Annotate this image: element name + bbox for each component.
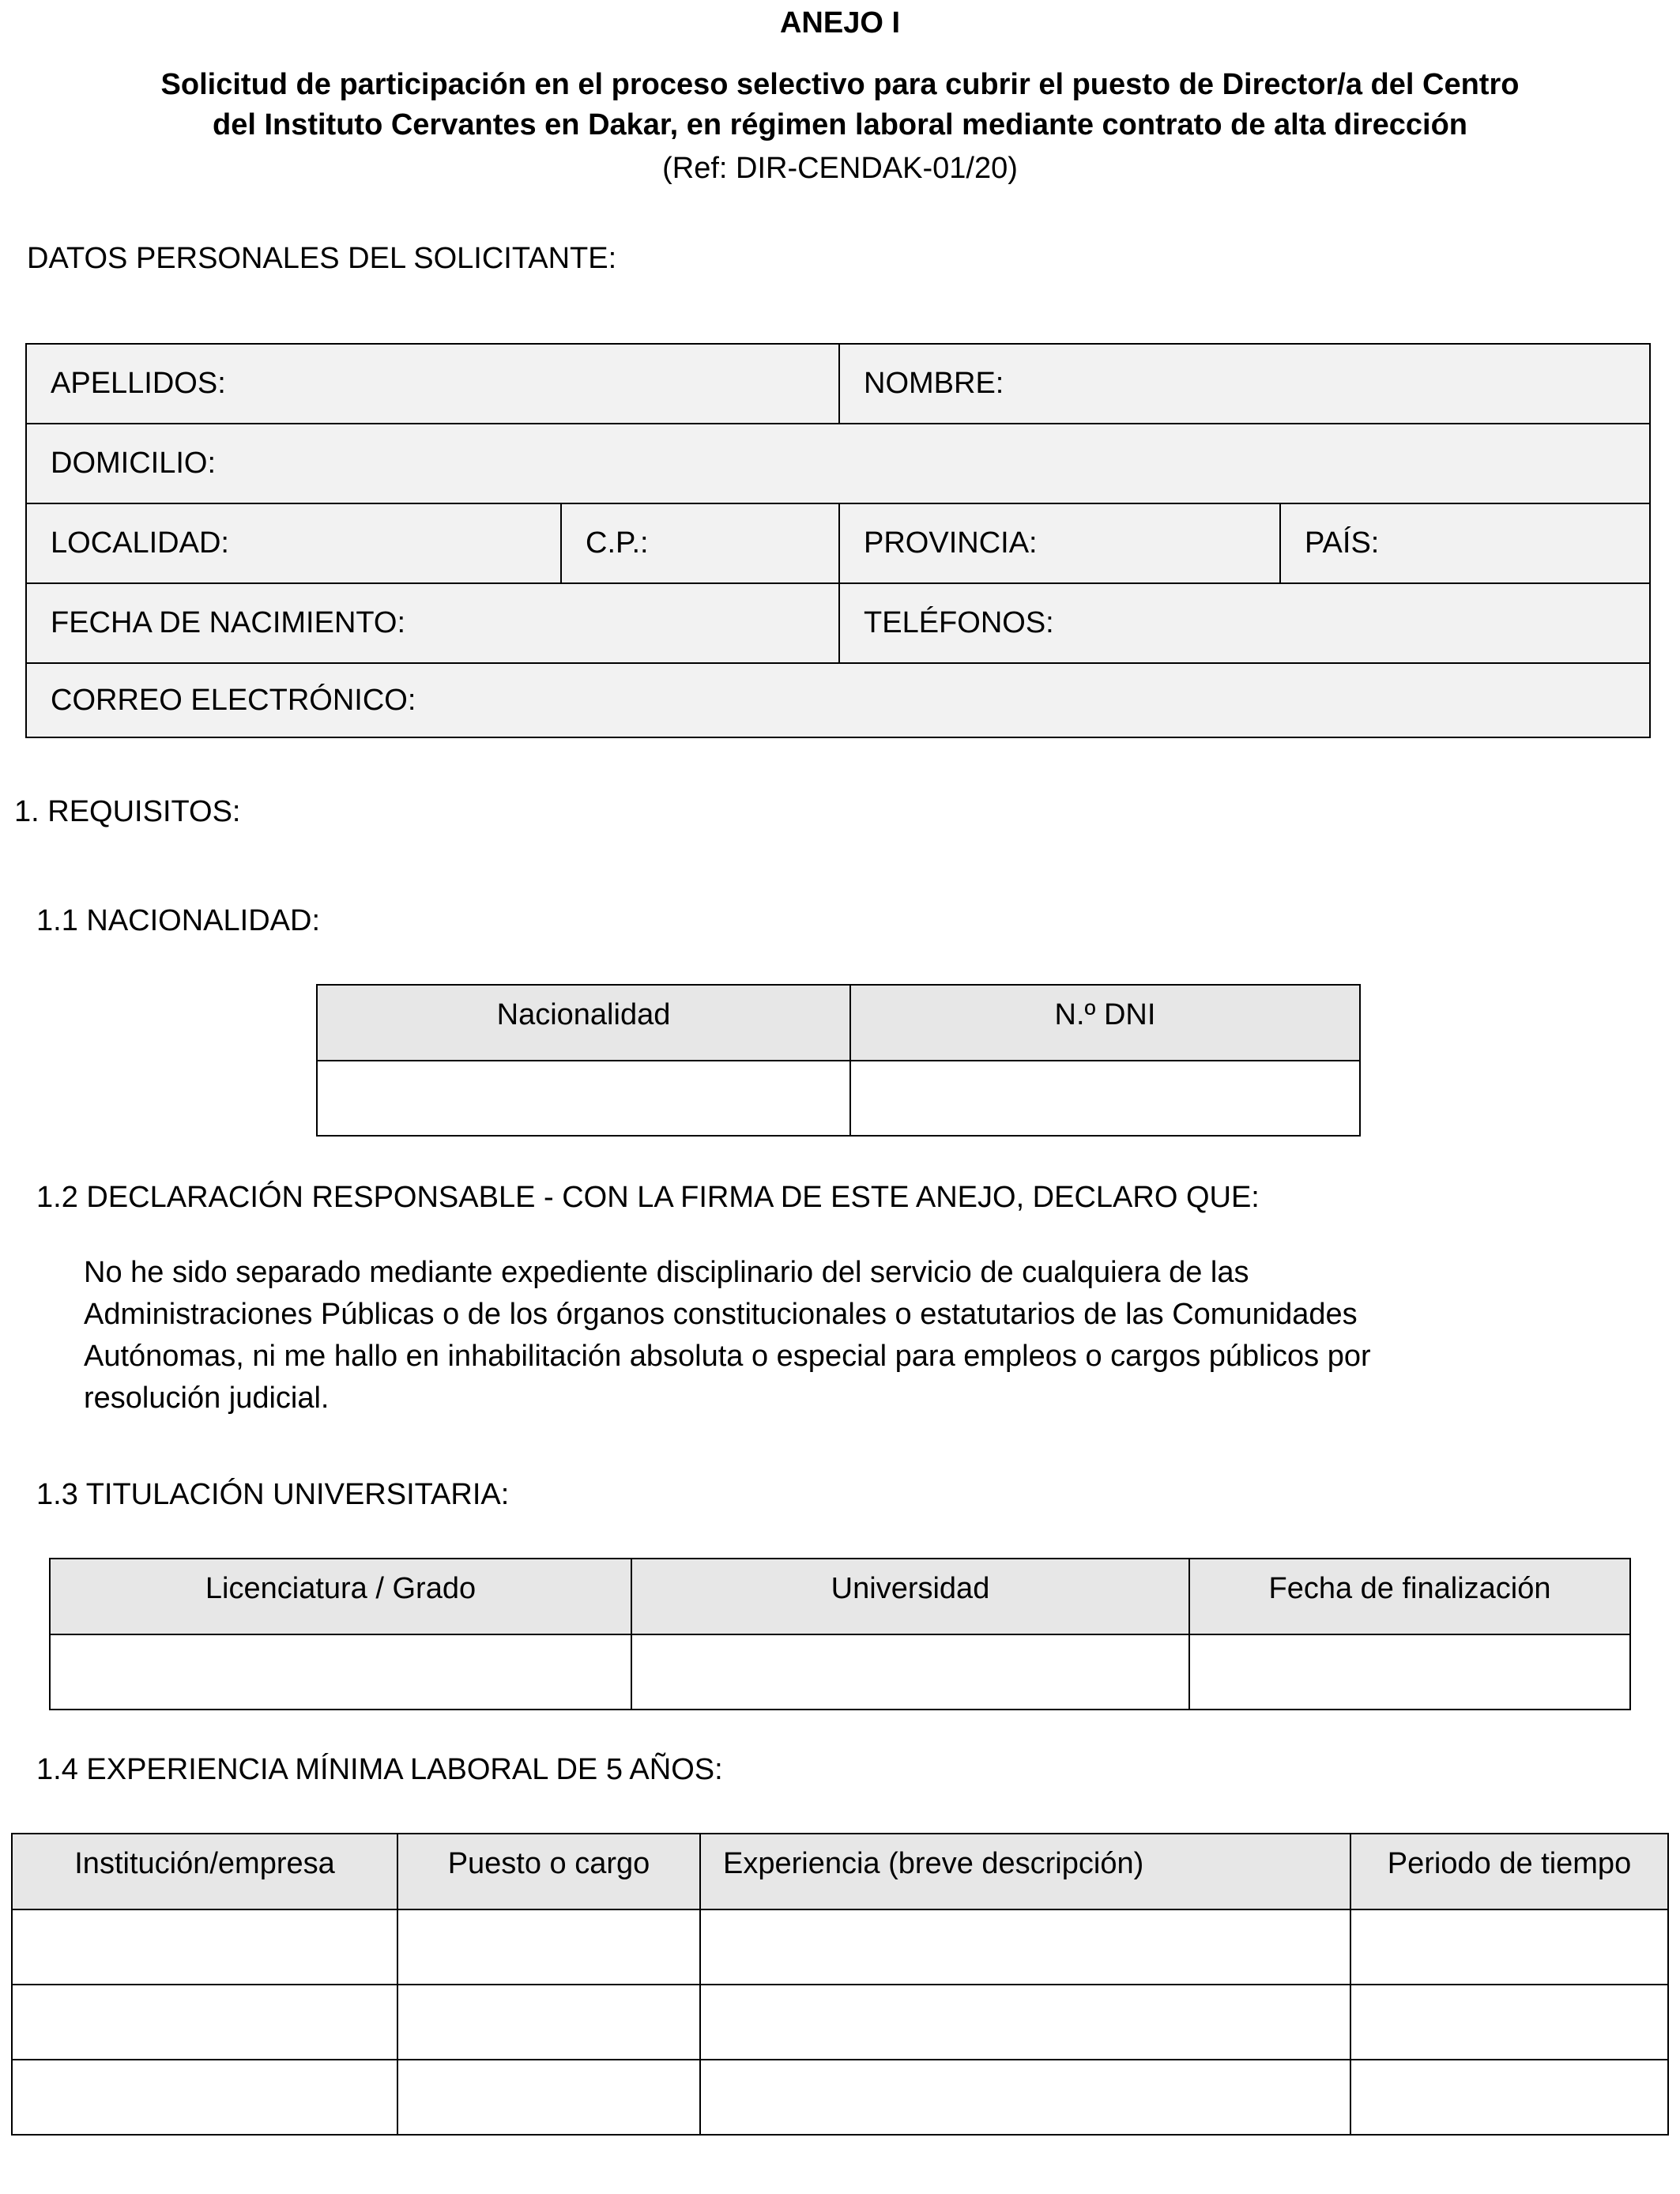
- personal-data-table: [25, 343, 1651, 738]
- institucion-input-cell[interactable]: [12, 1985, 397, 2060]
- requisitos-heading: 1. REQUISITOS:: [14, 795, 241, 828]
- titulacion-heading: 1.3 TITULACIÓN UNIVERSITARIA:: [36, 1478, 510, 1511]
- experiencia-heading: 1.4 EXPERIENCIA MÍNIMA LABORAL DE 5 AÑOS:: [36, 1753, 723, 1786]
- telefonos-field[interactable]: TELÉFONOS:: [839, 583, 1650, 663]
- experiencia-column-header: Experiencia (breve descripción): [700, 1834, 1350, 1909]
- pais-field[interactable]: PAÍS:: [1280, 503, 1650, 583]
- declaracion-heading: 1.2 DECLARACIÓN RESPONSABLE - CON LA FIRMA DE ESTE ANEJO, DECLARO QUE:: [36, 1181, 1260, 1214]
- personal-data-heading: DATOS PERSONALES DEL SOLICITANTE:: [27, 242, 617, 275]
- periodo-column-header: Periodo de tiempo: [1350, 1834, 1668, 1909]
- puesto-input-cell[interactable]: [397, 1909, 700, 1985]
- nacionalidad-table: [316, 984, 1361, 1137]
- fecha-finalizacion-column-header: Fecha de finalización: [1189, 1559, 1630, 1634]
- domicilio-field[interactable]: DOMICILIO:: [26, 424, 1650, 503]
- correo-field[interactable]: CORREO ELECTRÓNICO:: [26, 663, 1650, 737]
- subtitle-line-2: del Instituto Cervantes en Dakar, en régimen laboral mediante contrato de alta dirección: [212, 108, 1467, 141]
- subtitle-line-1: Solicitud de participación en el proceso selectivo para cubrir el puesto de Director/a del Centro: [160, 68, 1520, 101]
- licenciatura-input-cell[interactable]: [50, 1634, 631, 1710]
- nacionalidad-input-cell[interactable]: [317, 1061, 850, 1136]
- institucion-input-cell[interactable]: [12, 2060, 397, 2135]
- experiencia-input-cell[interactable]: [700, 1909, 1350, 1985]
- declaracion-line: resolución judicial.: [84, 1382, 330, 1415]
- universidad-input-cell[interactable]: [631, 1634, 1189, 1710]
- puesto-column-header: Puesto o cargo: [397, 1834, 700, 1909]
- dni-input-cell[interactable]: [850, 1061, 1360, 1136]
- licenciatura-column-header: Licenciatura / Grado: [50, 1559, 631, 1634]
- experiencia-input-cell[interactable]: [700, 2060, 1350, 2135]
- periodo-input-cell[interactable]: [1350, 1909, 1668, 1985]
- puesto-input-cell[interactable]: [397, 1985, 700, 2060]
- institucion-input-cell[interactable]: [12, 1909, 397, 1985]
- declaracion-line: No he sido separado mediante expediente disciplinario del servicio de cualquiera de las: [84, 1256, 1249, 1289]
- localidad-field[interactable]: LOCALIDAD:: [26, 503, 561, 583]
- universidad-column-header: Universidad: [631, 1559, 1189, 1634]
- reference-code: (Ref: DIR-CENDAK-01/20): [662, 152, 1018, 185]
- nacionalidad-heading: 1.1 NACIONALIDAD:: [36, 904, 320, 937]
- apellidos-field[interactable]: APELLIDOS:: [26, 344, 839, 424]
- titulacion-table: [49, 1558, 1631, 1710]
- declaracion-line: Autónomas, ni me hallo en inhabilitación absoluta o especial para empleos o cargos públicos por: [84, 1340, 1371, 1373]
- fecha-nacimiento-field[interactable]: FECHA DE NACIMIENTO:: [26, 583, 839, 663]
- puesto-input-cell[interactable]: [397, 2060, 700, 2135]
- fecha-finalizacion-input-cell[interactable]: [1189, 1634, 1630, 1710]
- periodo-input-cell[interactable]: [1350, 2060, 1668, 2135]
- nombre-field[interactable]: NOMBRE:: [839, 344, 1650, 424]
- declaracion-line: Administraciones Públicas o de los órganos constitucionales o estatutarios de las Comunidades: [84, 1298, 1358, 1331]
- cp-field[interactable]: C.P.:: [561, 503, 839, 583]
- dni-column-header: N.º DNI: [850, 985, 1360, 1061]
- periodo-input-cell[interactable]: [1350, 1985, 1668, 2060]
- nacionalidad-column-header: Nacionalidad: [317, 985, 850, 1061]
- document-subtitle: [47, 65, 1633, 145]
- experiencia-table: [11, 1833, 1669, 2136]
- institucion-column-header: Institución/empresa: [12, 1834, 397, 1909]
- provincia-field[interactable]: PROVINCIA:: [839, 503, 1280, 583]
- declaracion-text: [84, 1252, 1585, 1419]
- experiencia-input-cell[interactable]: [700, 1985, 1350, 2060]
- document-title: ANEJO I: [779, 6, 901, 40]
